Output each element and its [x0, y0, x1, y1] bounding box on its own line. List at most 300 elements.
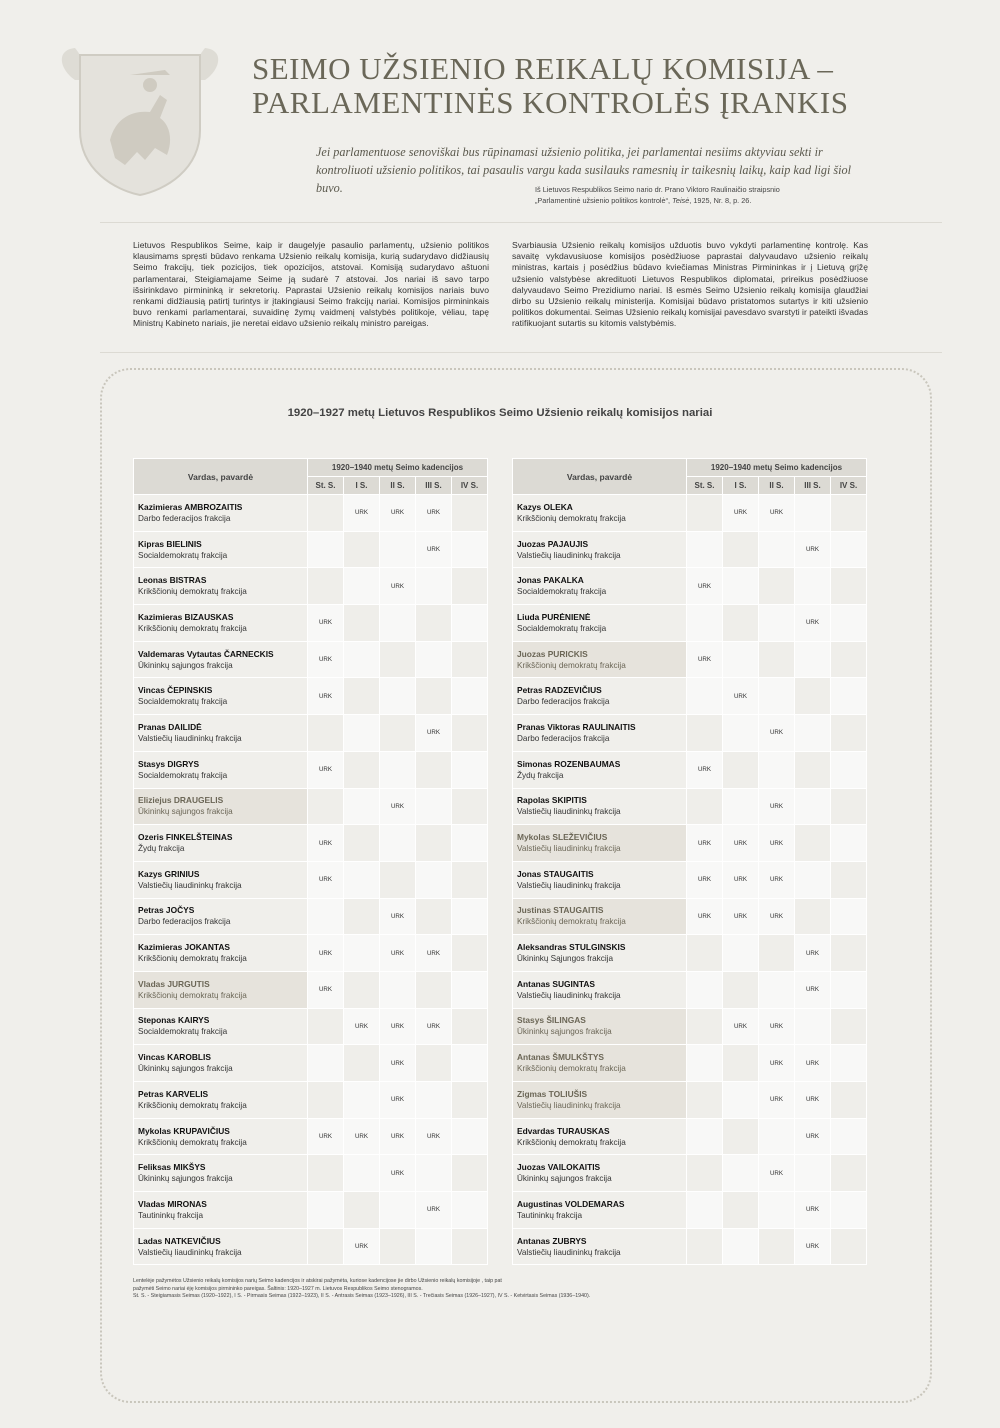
member-name: Leonas BISTRAS — [138, 575, 207, 586]
session-cell — [687, 825, 722, 861]
member-faction: Socialdemokratų frakcija — [138, 1027, 228, 1037]
session-cell — [723, 1009, 758, 1045]
member-cell — [134, 642, 307, 678]
member-name: Antanas ŠMULKŠTYS — [517, 1052, 605, 1063]
source-text: , 1925, Nr. 8, p. 26. — [689, 196, 752, 205]
member-name: Pranas DAILIDĖ — [138, 721, 202, 732]
urk-mark: URK — [805, 1243, 820, 1251]
source-line-2 — [535, 195, 780, 206]
session-cell — [687, 862, 722, 898]
session-cell — [795, 642, 830, 678]
session-cell — [308, 935, 343, 971]
session-cell — [687, 1192, 722, 1228]
member-cell — [134, 1229, 307, 1265]
member-cell — [134, 678, 307, 714]
session-cell — [308, 568, 343, 604]
footnote-line: St. S. - Steigiamasis Seimas (1920–1922), I S. - Pirmasis Seimas (1922–1923), II S. - Antrasis Seimas (1923–1926), III S. - Trečiasis Seimas (1926–1927), IV S. - Ketvirtasis Seimas (1936–1940). — [133, 1293, 591, 1299]
member-faction: Darbo federacijos frakcija — [138, 513, 231, 523]
session-cell — [380, 678, 415, 714]
session-cell — [452, 1192, 487, 1228]
session-cell — [687, 1119, 722, 1155]
table-row — [134, 935, 487, 971]
session-cell — [687, 1082, 722, 1118]
session-cell — [380, 1009, 415, 1045]
session-cell — [380, 1119, 415, 1155]
member-name: Kazys OLEKA — [517, 501, 573, 512]
member-name: Kazimieras BIZAUSKAS — [138, 611, 234, 622]
urk-mark: URK — [318, 876, 333, 884]
session-cell — [308, 1155, 343, 1191]
col-header-name: Vardas, pavardė — [134, 459, 307, 494]
urk-mark: URK — [805, 986, 820, 994]
urk-mark: URK — [318, 766, 333, 774]
session-cell — [831, 899, 866, 935]
session-cell — [344, 935, 379, 971]
session-cell — [416, 1229, 451, 1265]
member-faction: Socialdemokratų frakcija — [517, 587, 607, 597]
session-cell — [308, 715, 343, 751]
member-cell — [513, 532, 686, 568]
table-row — [134, 862, 487, 898]
member-cell — [513, 825, 686, 861]
session-cell — [723, 935, 758, 971]
session-cell — [759, 1155, 794, 1191]
urk-mark: URK — [426, 1206, 441, 1214]
col-header-session: IV S. — [831, 477, 866, 494]
member-cell — [134, 825, 307, 861]
table-row — [134, 1155, 487, 1191]
session-cell — [795, 495, 830, 531]
col-header-session: II S. — [759, 477, 794, 494]
member-cell — [513, 568, 686, 604]
urk-mark: URK — [390, 912, 405, 920]
divider — [100, 222, 942, 223]
session-cell — [723, 678, 758, 714]
urk-mark: URK — [354, 509, 369, 517]
session-cell — [344, 1119, 379, 1155]
session-cell — [723, 752, 758, 788]
session-cell — [308, 752, 343, 788]
session-cell — [831, 1082, 866, 1118]
member-faction: Žydų frakcija — [138, 844, 185, 854]
member-faction: Valstiečių liaudininkų frakcija — [517, 880, 621, 890]
table-row — [513, 752, 866, 788]
session-cell — [687, 1155, 722, 1191]
session-cell — [308, 789, 343, 825]
session-cell — [452, 752, 487, 788]
session-cell — [795, 532, 830, 568]
title-line-1: SEIMO UŽSIENIO REIKALŲ KOMISIJA – — [252, 51, 834, 86]
session-cell — [795, 1192, 830, 1228]
session-cell — [344, 568, 379, 604]
session-cell — [416, 862, 451, 898]
member-name: Aleksandras STULGINSKIS — [517, 942, 626, 953]
urk-mark: URK — [769, 1169, 784, 1177]
urk-mark: URK — [426, 1022, 441, 1030]
session-cell — [380, 1229, 415, 1265]
session-cell — [308, 1229, 343, 1265]
session-cell — [452, 789, 487, 825]
table-row — [134, 642, 487, 678]
urk-mark: URK — [318, 1133, 333, 1141]
urk-mark: URK — [390, 1096, 405, 1104]
session-cell — [380, 1045, 415, 1081]
table-row — [513, 789, 866, 825]
session-cell — [723, 1082, 758, 1118]
member-faction: Socialdemokratų frakcija — [517, 623, 607, 633]
session-cell — [308, 1119, 343, 1155]
urk-mark: URK — [390, 509, 405, 517]
urk-mark: URK — [805, 546, 820, 554]
member-name: Jonas STAUGAITIS — [517, 868, 594, 879]
session-cell — [759, 862, 794, 898]
member-cell — [134, 752, 307, 788]
page-title — [252, 52, 849, 120]
session-cell — [831, 935, 866, 971]
table-row — [134, 899, 487, 935]
member-faction: Valstiečių liaudininkų frakcija — [517, 1247, 621, 1257]
member-cell — [134, 862, 307, 898]
member-cell — [513, 1045, 686, 1081]
session-cell — [759, 715, 794, 751]
member-faction: Valstiečių liaudininkų frakcija — [517, 807, 621, 817]
member-faction: Valstiečių liaudininkų frakcija — [138, 733, 242, 743]
member-faction: Valstiečių liaudininkų frakcija — [138, 1247, 242, 1257]
session-cell — [344, 1155, 379, 1191]
member-faction: Krikščionių demokratų frakcija — [517, 660, 626, 670]
session-cell — [795, 825, 830, 861]
member-name: Liuda PURĖNIENĖ — [517, 611, 591, 622]
member-cell — [513, 1192, 686, 1228]
session-cell — [452, 862, 487, 898]
member-name: Pranas Viktoras RAULINAITIS — [517, 721, 636, 732]
session-cell — [452, 605, 487, 641]
session-cell — [344, 678, 379, 714]
member-cell — [513, 715, 686, 751]
member-name: Vincas ČEPINSKIS — [138, 685, 213, 696]
session-cell — [723, 1045, 758, 1081]
session-cell — [308, 678, 343, 714]
session-cell — [687, 1009, 722, 1045]
footnote-line: Lentelėje pažymėtos Užsienio reikalų komisijos narių Seimo kadencijos ir atskirai pažymėta, kuriose kadencijose jie dirbo Užsienio reikalų komisijoje , taip pat — [133, 1278, 502, 1284]
table-row — [134, 1009, 487, 1045]
session-cell — [723, 789, 758, 825]
session-cell — [831, 678, 866, 714]
session-cell — [831, 715, 866, 751]
member-faction: Tautininkų frakcija — [517, 1210, 583, 1220]
session-cell — [380, 1155, 415, 1191]
member-faction: Ūkininkų sąjungos frakcija — [517, 1027, 612, 1037]
session-cell — [795, 678, 830, 714]
member-cell — [134, 605, 307, 641]
urk-mark: URK — [390, 1059, 405, 1067]
session-cell — [452, 935, 487, 971]
member-name: Kazimieras AMBROZAITIS — [138, 501, 243, 512]
session-cell — [416, 789, 451, 825]
urk-mark: URK — [697, 876, 712, 884]
session-cell — [687, 935, 722, 971]
divider — [100, 352, 942, 353]
urk-mark: URK — [805, 619, 820, 627]
urk-mark: URK — [390, 949, 405, 957]
table-row — [134, 752, 487, 788]
urk-mark: URK — [769, 912, 784, 920]
member-name: Justinas STAUGAITIS — [517, 905, 604, 916]
session-cell — [795, 972, 830, 1008]
session-cell — [380, 605, 415, 641]
member-faction: Ūkininkų sąjungos frakcija — [138, 1174, 233, 1184]
urk-mark: URK — [697, 582, 712, 590]
member-name: Ladas NATKEVIČIUS — [138, 1235, 221, 1246]
member-name: Simonas ROZENBAUMAS — [517, 758, 621, 769]
urk-mark: URK — [390, 802, 405, 810]
session-cell — [831, 495, 866, 531]
session-cell — [831, 1119, 866, 1155]
urk-mark: URK — [390, 582, 405, 590]
urk-mark: URK — [805, 949, 820, 957]
session-cell — [308, 532, 343, 568]
member-name: Juozas PAJAUJIS — [517, 538, 589, 549]
member-cell — [513, 1082, 686, 1118]
urk-mark: URK — [318, 619, 333, 627]
source-line-1: Iš Lietuvos Respublikos Seimo nario dr. Prano Viktoro Raulinaičio straipsnio — [535, 185, 780, 194]
session-cell — [723, 532, 758, 568]
table-row — [513, 605, 866, 641]
session-cell — [723, 642, 758, 678]
table-row — [513, 1155, 866, 1191]
urk-mark: URK — [769, 1022, 784, 1030]
title-line-2: PARLAMENTINĖS KONTROLĖS ĮRANKIS — [252, 85, 849, 120]
session-cell — [687, 1229, 722, 1265]
session-cell — [416, 568, 451, 604]
member-cell — [513, 899, 686, 935]
session-cell — [452, 1155, 487, 1191]
member-name: Rapolas SKIPITIS — [517, 795, 587, 806]
session-cell — [687, 568, 722, 604]
urk-mark: URK — [318, 839, 333, 847]
member-faction: Valstiečių liaudininkų frakcija — [517, 550, 621, 560]
session-cell — [344, 752, 379, 788]
urk-mark: URK — [697, 766, 712, 774]
member-name: Edvardas TURAUSKAS — [517, 1125, 610, 1136]
member-name: Valdemaras Vytautas ČARNECKIS — [138, 648, 274, 659]
member-cell — [513, 972, 686, 1008]
session-cell — [380, 972, 415, 1008]
session-cell — [831, 972, 866, 1008]
member-name: Petras KARVELIS — [138, 1088, 209, 1099]
member-cell — [513, 678, 686, 714]
urk-mark: URK — [733, 509, 748, 517]
session-cell — [759, 532, 794, 568]
session-cell — [380, 532, 415, 568]
urk-mark: URK — [769, 509, 784, 517]
member-name: Petras JOČYS — [138, 905, 195, 916]
session-cell — [795, 1155, 830, 1191]
session-cell — [380, 642, 415, 678]
session-cell — [416, 605, 451, 641]
member-faction: Tautininkų frakcija — [138, 1210, 204, 1220]
session-cell — [831, 1192, 866, 1228]
urk-mark: URK — [318, 949, 333, 957]
session-cell — [308, 1192, 343, 1228]
session-cell — [687, 899, 722, 935]
table-row — [513, 642, 866, 678]
member-cell — [134, 935, 307, 971]
member-cell — [513, 935, 686, 971]
session-cell — [831, 605, 866, 641]
session-cell — [416, 1119, 451, 1155]
member-faction: Krikščionių demokratų frakcija — [138, 1137, 247, 1147]
session-cell — [308, 1045, 343, 1081]
member-cell — [513, 1009, 686, 1045]
urk-mark: URK — [354, 1133, 369, 1141]
table-row — [134, 1229, 487, 1265]
member-name: Zigmas TOLIUŠIS — [517, 1088, 588, 1099]
session-cell — [831, 825, 866, 861]
table-row — [513, 1045, 866, 1081]
session-cell — [380, 789, 415, 825]
session-cell — [380, 862, 415, 898]
urk-mark: URK — [390, 1169, 405, 1177]
member-name: Petras RADZEVIČIUS — [517, 685, 602, 696]
table-row — [513, 715, 866, 751]
col-header-session: II S. — [380, 477, 415, 494]
quote-source — [535, 184, 780, 206]
member-cell — [513, 495, 686, 531]
session-cell — [687, 642, 722, 678]
col-header-name: Vardas, pavardė — [513, 459, 686, 494]
session-cell — [831, 1229, 866, 1265]
member-name: Stasys DIGRYS — [138, 758, 200, 769]
col-header-session: I S. — [723, 477, 758, 494]
source-text: „Parlamentinė užsienio politikos kontrolė“, — [535, 196, 673, 205]
session-cell — [759, 678, 794, 714]
session-cell — [795, 1045, 830, 1081]
session-cell — [344, 1082, 379, 1118]
session-cell — [344, 715, 379, 751]
member-faction: Ūkininkų sąjungos frakcija — [517, 1174, 612, 1184]
session-cell — [308, 972, 343, 1008]
table-row — [134, 1119, 487, 1155]
urk-mark: URK — [354, 1022, 369, 1030]
table-row — [513, 495, 866, 531]
session-cell — [795, 862, 830, 898]
urk-mark: URK — [805, 1096, 820, 1104]
urk-mark: URK — [769, 1059, 784, 1067]
session-cell — [416, 715, 451, 751]
session-cell — [344, 1229, 379, 1265]
col-header-session: III S. — [795, 477, 830, 494]
col-header-group: 1920–1940 metų Seimo kadencijos — [687, 459, 866, 476]
session-cell — [831, 532, 866, 568]
session-cell — [759, 1082, 794, 1118]
member-cell — [513, 1229, 686, 1265]
session-cell — [344, 862, 379, 898]
session-cell — [380, 825, 415, 861]
member-cell — [134, 1119, 307, 1155]
session-cell — [344, 1192, 379, 1228]
session-cell — [452, 532, 487, 568]
session-cell — [795, 1119, 830, 1155]
session-cell — [380, 935, 415, 971]
urk-mark: URK — [318, 656, 333, 664]
member-cell — [134, 1155, 307, 1191]
urk-mark: URK — [805, 1059, 820, 1067]
table-row — [513, 1119, 866, 1155]
session-cell — [416, 495, 451, 531]
table-row — [513, 935, 866, 971]
member-faction: Krikščionių demokratų frakcija — [138, 623, 247, 633]
member-name: Kipras BIELINIS — [138, 538, 202, 549]
session-cell — [795, 1229, 830, 1265]
session-cell — [380, 715, 415, 751]
member-name: Vladas MIRONAS — [138, 1198, 207, 1209]
member-faction: Valstiečių liaudininkų frakcija — [517, 990, 621, 1000]
member-cell — [513, 789, 686, 825]
session-cell — [759, 1192, 794, 1228]
session-cell — [452, 715, 487, 751]
table-row — [513, 1082, 866, 1118]
urk-mark: URK — [733, 692, 748, 700]
session-cell — [759, 899, 794, 935]
urk-mark: URK — [769, 1096, 784, 1104]
col-header-session: St. S. — [687, 477, 722, 494]
session-cell — [795, 1082, 830, 1118]
urk-mark: URK — [733, 839, 748, 847]
session-cell — [452, 1119, 487, 1155]
session-cell — [831, 862, 866, 898]
session-cell — [344, 1045, 379, 1081]
session-cell — [380, 568, 415, 604]
session-cell — [308, 1082, 343, 1118]
member-faction: Žydų frakcija — [517, 770, 564, 780]
session-cell — [416, 1045, 451, 1081]
session-cell — [687, 495, 722, 531]
session-cell — [759, 1119, 794, 1155]
session-cell — [759, 825, 794, 861]
intro-right: Svarbiausia Užsienio reikalų komisijos užduotis buvo vykdyti parlamentinę kontrolę. Kas savaitę vykdavusiuose komisijos posėdžiuose paprastai dalyvaudavo užsienio reikalų ministras, kartais į posėdžius būdavo kviečiamas Ministras Pirmininkas ir į Lietuvą grįžę užsienio valstybėse akredituoti Lietuvos Respublikos diplomatai, prireikus posėdžiuose dalyvaudavo Seimo Prezidiumo nariai. Iš esmės Seimo Užsienio reikalų komisija glaudžiai dirbo su Užsienio reikalų ministerija. Komisijai būdavo pristatomos sutartys ir kiti užsienio politikos dokumentai. Seimas Užsienio reikalų komisijai pavesdavo svarstyti ir pateikti išvadas ratifikuojant sutartis su kitomis valstybėmis. — [512, 240, 868, 329]
table-row — [134, 715, 487, 751]
session-cell — [723, 972, 758, 1008]
table-row — [134, 495, 487, 531]
member-name: Mykolas SLEŽEVIČIUS — [517, 832, 608, 843]
session-cell — [380, 495, 415, 531]
member-cell — [513, 605, 686, 641]
urk-mark: URK — [318, 692, 333, 700]
member-name: Steponas KAIRYS — [138, 1015, 210, 1026]
session-cell — [380, 1082, 415, 1118]
member-faction: Krikščionių demokratų frakcija — [138, 1100, 247, 1110]
session-cell — [308, 605, 343, 641]
urk-mark: URK — [318, 986, 333, 994]
member-faction: Socialdemokratų frakcija — [138, 770, 228, 780]
member-cell — [513, 642, 686, 678]
col-header-session: III S. — [416, 477, 451, 494]
member-cell — [134, 568, 307, 604]
session-cell — [687, 972, 722, 1008]
member-cell — [134, 1009, 307, 1045]
intro-left: Lietuvos Respublikos Seime, kaip ir daugelyje pasaulio parlamentų, užsienio politikos klausimams spręsti būdavo renkama Užsienio reikalų komisija, kurią sudarydavo didžiausių Seimo frakcijų, tiek pozicijos, tiek opozicijos, atstovai. Komisiją sudarydavo aštuoni parlamentarai, Steigiamajame Seime ją sudarė 7 atstovai. Jos nariai iš savo tarpo išsirinkdavo pirmininką ir sekretorių. Paprastai Užsienio reikalų komisijos nariais buvo renkami didžiausią patirtį turintys ir įtakingiausi Seimo frakcijų nariai. Komisijos pirmininkais buvo renkami parlamentarai, suvaidinę žymų vaidmenį valstybės politikoje, vėliau, tapę Ministrų Kabineto nariais, jie neretai eidavo užsienio reikalų ministro pareigas. — [133, 240, 489, 329]
session-cell — [416, 678, 451, 714]
session-cell — [795, 899, 830, 935]
session-cell — [344, 1009, 379, 1045]
session-cell — [831, 1009, 866, 1045]
session-cell — [687, 532, 722, 568]
table-row — [513, 1009, 866, 1045]
session-cell — [416, 1082, 451, 1118]
urk-mark: URK — [426, 546, 441, 554]
member-faction: Ūkininkų Sąjungos frakcija — [517, 954, 614, 964]
